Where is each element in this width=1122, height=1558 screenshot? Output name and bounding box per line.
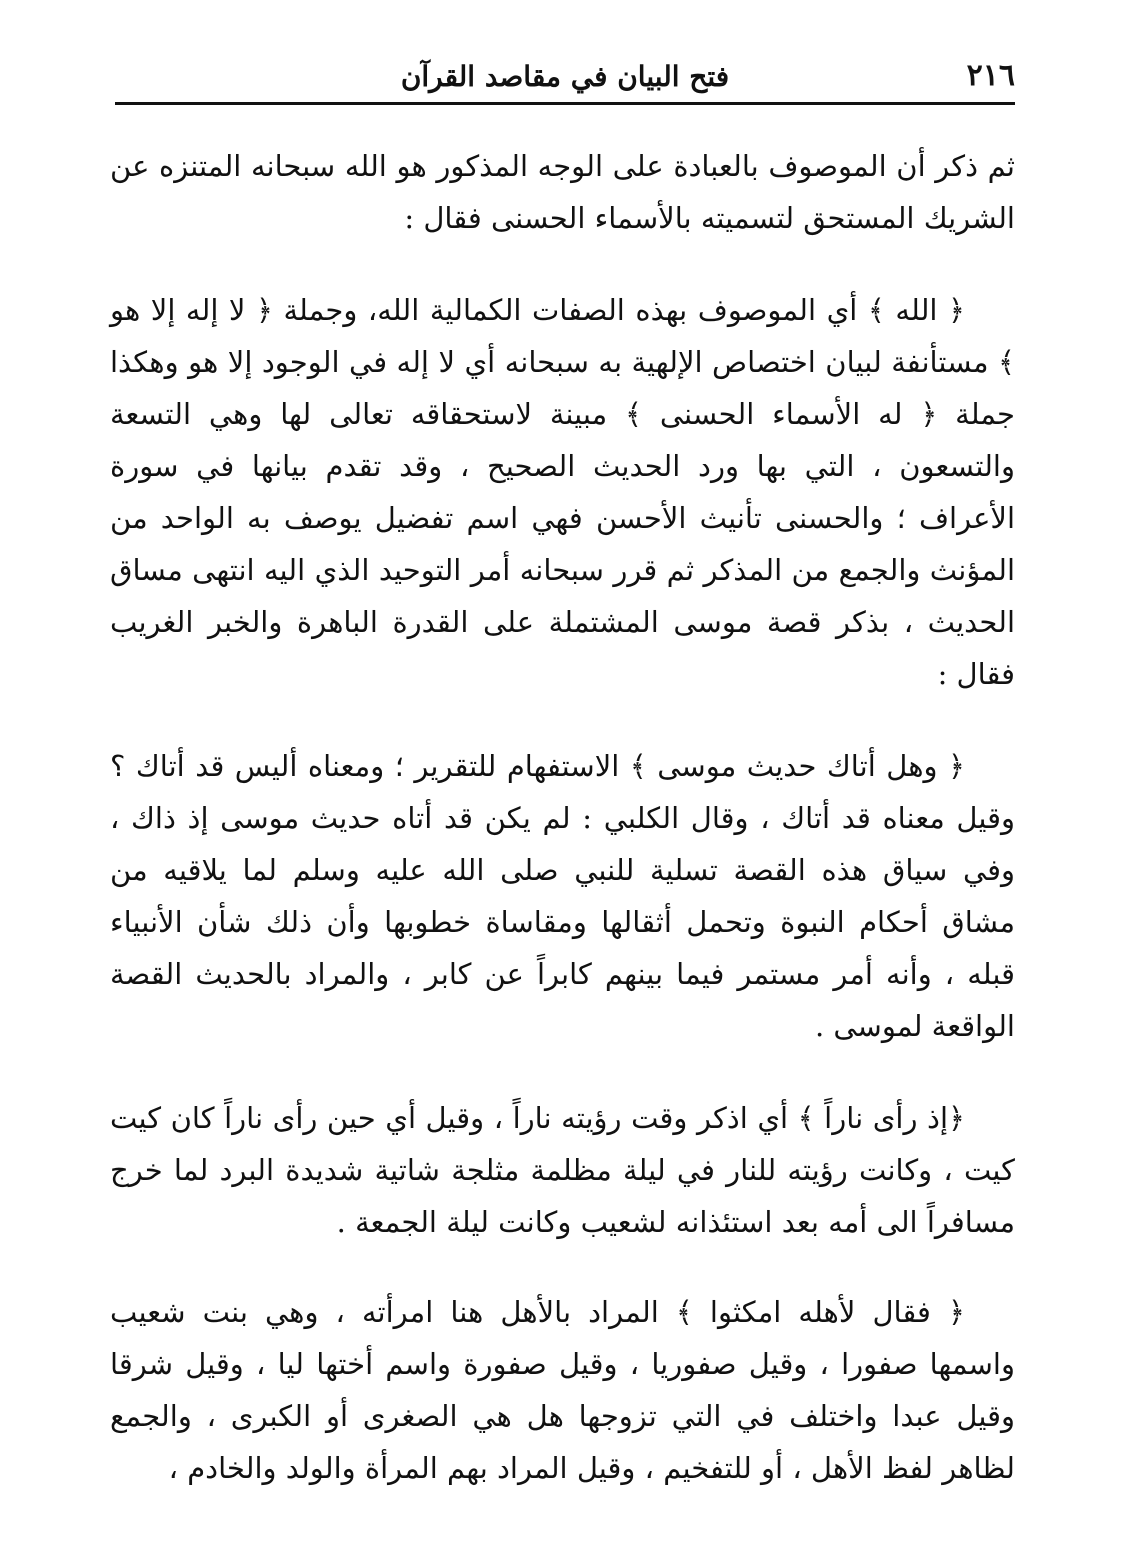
- body-text: [110, 140, 1015, 1534]
- paragraph-4: ﴿إذ رأى ناراً ﴾ أي اذكر وقت رؤيته ناراً ، وقيل أي حين رأى ناراً كان كيت كيت ، وكانت رؤيته للنار في ليلة مظلمة مثلجة شاتية شديدة البرد لما خرج مسافراً الى أمه بعد استئذانه لشعيب وكانت ليلة الجمعة .: [110, 1101, 1015, 1239]
- paragraph-2: ﴿ الله ﴾ أي الموصوف بهذه الصفات الكمالية الله، وجملة ﴿ لا إله إلا هو ﴾ مستأنفة لبيان اختصاص الإلهية به سبحانه أي لا إله في الوجود إلا هو وهكذا جملة ﴿ له الأسماء الحسنى ﴾ مبينة لاستحقاقه تعالى لها وهي التسعة والتسعون ، التي بها ورد الحديث الصحيح ، وقد تقدم بيانها في سورة الأعراف ؛ والحسنى تأنيث الأحسن فهي اسم تفضيل يوصف به الواحد من المؤنث والجمع من المذكر ثم قرر سبحانه أمر التوحيد الذي اليه انتهى مساق الحديث ، بذكر قصة موسى المشتملة على القدرة الباهرة والخبر الغريب فقال :: [110, 293, 1015, 691]
- paragraph-1: ثم ذكر أن الموصوف بالعبادة على الوجه المذكور هو الله سبحانه المتنزه عن الشريك المستحق لتسميته بالأسماء الحسنى فقال :: [110, 149, 1015, 235]
- running-title: فتح البيان في مقاصد القرآن: [400, 60, 730, 93]
- paragraph-5: ﴿ فقال لأهله امكثوا ﴾ المراد بالأهل هنا امرأته ، وهي بنت شعيب واسمها صفورا ، وقيل صفوريا ، وقيل صفورة واسم أختها ليا ، وقيل شرقا وقيل عبدا واختلف في التي تزوجها هل هي الصغرى أو الكبرى ، والجمع لظاهر لفظ الأهل ، أو للتفخيم ، وقيل المراد بهم المرأة والولد والخادم ،: [110, 1295, 1015, 1485]
- paragraph-3: ﴿ وهل أتاك حديث موسى ﴾ الاستفهام للتقرير ؛ ومعناه أليس قد أتاك ؟ وقيل معناه قد أتاك ، وقال الكلبي : لم يكن قد أتاه حديث موسى إذ ذاك ، وفي سياق هذه القصة تسلية للنبي صلى الله عليه وسلم لما يلاقيه من مشاق أحكام النبوة وتحمل أثقالها ومقاساة خطوبها وأن ذلك شأن الأنبياء قبله ، وأنه أمر مستمر فيما بينهم كابراً عن كابر ، والمراد بالحديث القصة الواقعة لموسى .: [110, 749, 1015, 1043]
- page-number: ٢١٦: [966, 58, 1015, 93]
- page-header: [115, 52, 1015, 105]
